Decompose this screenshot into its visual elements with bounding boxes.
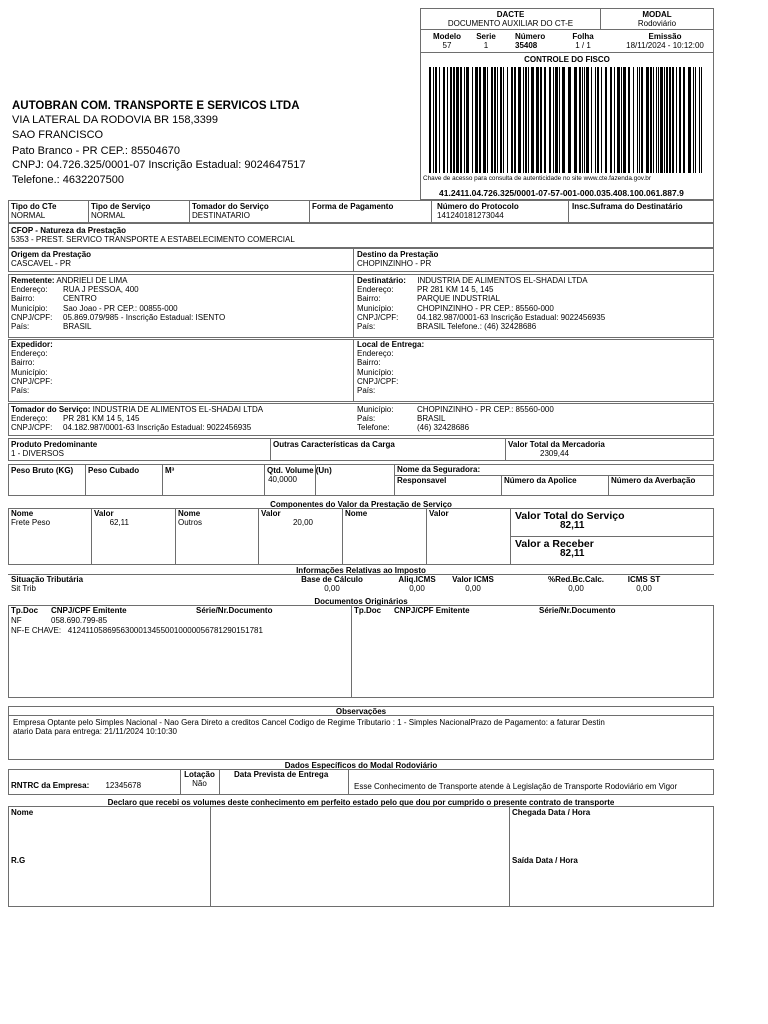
barcode-bar bbox=[460, 67, 462, 173]
valor-receber-label: Valor a Receber bbox=[515, 538, 594, 550]
remetente-bairro: CENTRO bbox=[63, 294, 97, 304]
dacte-subtitle: DOCUMENTO AUXILIAR DO CT-E bbox=[447, 19, 574, 29]
barcode-bar bbox=[518, 67, 521, 173]
barcode-bar bbox=[584, 67, 585, 173]
tomador-cnpj: 04.182.987/0001-63 Inscrição Estadual: 9022456935 bbox=[63, 423, 252, 433]
aliq-icms-label: Aliq.ICMS bbox=[398, 575, 436, 584]
barcode-bar bbox=[597, 67, 599, 173]
barcode-bar bbox=[525, 67, 527, 173]
valor-mercadoria-label: Valor Total da Mercadoria bbox=[508, 440, 605, 449]
tomador-nome: INDUSTRIA DE ALIMENTOS EL-SHADAI LTDA bbox=[92, 405, 264, 414]
tomador-pais-label: País: bbox=[357, 414, 376, 424]
situacao-value: Sit Trib bbox=[11, 584, 36, 594]
doc-serie-label-1: Série/Nr.Documento bbox=[196, 606, 273, 615]
comp-item-2-valor: 20,00 bbox=[292, 518, 313, 527]
local-entrega-endereco-label: Endereço: bbox=[357, 349, 394, 359]
comp-item-2-nome: Outros bbox=[178, 518, 203, 527]
barcode-bar bbox=[695, 67, 696, 173]
modal-box bbox=[600, 8, 714, 30]
expedidor-municipio-label: Município: bbox=[11, 367, 48, 377]
destinatario-cnpj: 04.182.987/0001-63 Inscrição Estadual: 9022456935 bbox=[417, 312, 606, 322]
emitente-nome: AUTOBRAN COM. TRANSPORTE E SERVICOS LTDA bbox=[12, 100, 300, 112]
tomador-municipio: CHOPINZINHO - PR CEP.: 85560-000 bbox=[417, 405, 554, 414]
m3-label: M³ bbox=[165, 466, 175, 475]
remetente-municipio: Sao Joao - PR CEP.: 00855-000 bbox=[63, 303, 178, 313]
barcode-bar bbox=[669, 67, 671, 173]
barcode-bar bbox=[433, 67, 434, 173]
barcode-bar bbox=[623, 67, 626, 173]
imposto-title: Informações Relativas ao Imposto bbox=[296, 566, 426, 575]
rntrc-value: 12345678 bbox=[105, 781, 142, 790]
barcode-bar bbox=[610, 67, 612, 173]
destinatario-endereco-label: Endereço: bbox=[357, 285, 394, 295]
barcode-bar bbox=[699, 67, 700, 173]
barcode-bar bbox=[464, 67, 465, 173]
observacoes-linha2: atario Data para entrega: 21/11/2024 10:10:30 bbox=[13, 727, 177, 736]
modelo-value: 57 bbox=[442, 41, 452, 51]
barcode-bar bbox=[679, 67, 681, 173]
valor-total-servico-label: Valor Total do Serviço bbox=[515, 510, 625, 522]
barcode-bar bbox=[447, 67, 448, 173]
barcode-bar bbox=[639, 67, 640, 173]
aliq-icms-value: 0,00 bbox=[409, 584, 425, 594]
barcode-bar bbox=[683, 67, 685, 173]
valor-mercadoria-value: 2309,44 bbox=[540, 449, 569, 459]
forma-pagamento-label: Forma de Pagamento bbox=[312, 202, 394, 211]
barcode-bar bbox=[549, 67, 551, 173]
observacoes-linha1: Empresa Optante pelo Simples Nacional - Nao Gera Direto a creditos Cancel Codigo de Regime Tributario : 1 - Simples NacionalPrazo de Pagamento: a faturar Destin bbox=[13, 718, 605, 727]
barcode-bar bbox=[591, 67, 592, 173]
barcode-bar bbox=[503, 67, 504, 173]
barcode-bar bbox=[491, 67, 493, 173]
barcode-bar bbox=[676, 67, 677, 173]
barcode-bar bbox=[544, 67, 546, 173]
numero-value: 35408 bbox=[515, 41, 538, 51]
emitente-cnpj: CNPJ: 04.726.325/0001-07 Inscrição Estadual: 9024647517 bbox=[12, 159, 306, 171]
barcode-bar bbox=[650, 67, 652, 173]
emitente-telefone: Telefone.: 4632207500 bbox=[12, 174, 124, 186]
peso-bruto-label: Peso Bruto (KG) bbox=[11, 466, 74, 475]
barcode-bar bbox=[568, 67, 571, 173]
remetente-cnpj: 05.869.079/985 - Inscrição Estadual: ISENTO bbox=[63, 312, 226, 322]
destinatario-bairro-label: Bairro: bbox=[357, 294, 381, 304]
cfop-label: CFOP - Natureza da Prestação bbox=[11, 226, 127, 235]
barcode-bar bbox=[475, 67, 478, 173]
peso-cubado-label: Peso Cubado bbox=[88, 466, 140, 475]
produto-label: Produto Predominante bbox=[11, 440, 98, 449]
folha-label: Folha bbox=[572, 32, 594, 41]
numero-label: Número bbox=[515, 32, 546, 41]
emitente-cidade: Pato Branco - PR CEP.: 85504670 bbox=[12, 145, 180, 157]
emitente-box bbox=[8, 8, 420, 200]
destinatario-block bbox=[357, 276, 605, 331]
tomador-servico-label: Tomador do Serviço: bbox=[11, 405, 91, 414]
expedidor-bairro-label: Bairro: bbox=[11, 358, 35, 368]
observacoes-box bbox=[8, 715, 714, 760]
barcode-bar bbox=[514, 67, 516, 173]
documentos-title: Documentos Originários bbox=[314, 597, 408, 606]
barcode-bar bbox=[579, 67, 581, 173]
comp-nome-label-2: Nome bbox=[178, 509, 201, 518]
expedidor-cnpj-label: CNPJ/CPF: bbox=[11, 376, 53, 386]
situacao-label: Situação Tributária bbox=[11, 575, 84, 584]
cfop-box bbox=[8, 223, 714, 248]
barcode-bar bbox=[637, 67, 638, 173]
comp-valor-label-3: Valor bbox=[429, 509, 449, 518]
origem-value: CASCAVEL - PR bbox=[11, 259, 72, 269]
barcode-bar bbox=[582, 67, 583, 173]
remetente-label: Remetente: bbox=[11, 276, 55, 285]
doc-cnpj-label-1: CNPJ/CPF Emitente bbox=[51, 606, 127, 615]
barcode-bar bbox=[466, 67, 469, 173]
barcode-bar bbox=[646, 67, 649, 173]
emitente-bairro: SAO FRANCISCO bbox=[12, 129, 104, 141]
data-prevista-label: Data Prevista de Entrega bbox=[234, 770, 329, 779]
valor-receber-value: 82,11 bbox=[560, 548, 585, 559]
icms-st-label: ICMS ST bbox=[627, 575, 661, 584]
barcode-bar bbox=[688, 67, 691, 173]
barcode-bar bbox=[605, 67, 607, 173]
doc-linha2: NF-E CHAVE: 41241105869563000134550010000056781290151781 bbox=[11, 626, 263, 635]
tomador-block-right bbox=[357, 405, 554, 433]
doc-tpdoc-label-2: Tp.Doc bbox=[354, 606, 382, 615]
chave-info: Chave de acesso para consulta de autenticidade no site www.cte.fazenda.gov.br bbox=[423, 175, 651, 182]
responsavel-label: Responsavel bbox=[397, 476, 447, 485]
barcode-bar bbox=[660, 67, 663, 173]
icms-st-value: 0,00 bbox=[636, 584, 652, 594]
tipo-servico-label: Tipo de Serviço bbox=[91, 202, 151, 211]
doc-tpdoc-label-1: Tp.Doc bbox=[11, 606, 39, 615]
suframa-label: Insc.Suframa do Destinatário bbox=[572, 202, 683, 211]
destinatario-label: Destinatário: bbox=[357, 276, 406, 285]
remetente-block bbox=[11, 276, 225, 331]
lotacao-label: Lotação bbox=[184, 770, 215, 779]
valor-total-servico-value: 82,11 bbox=[560, 520, 585, 531]
barcode-bar bbox=[672, 67, 674, 173]
barcode-bar bbox=[633, 67, 634, 173]
barcode-bar bbox=[658, 67, 659, 173]
barcode-bar bbox=[656, 67, 657, 173]
red-bc-label: %Red.Bc.Calc. bbox=[547, 575, 605, 584]
comp-nome-label-1: Nome bbox=[11, 509, 34, 518]
barcode-bar bbox=[601, 67, 602, 173]
barcode-bar bbox=[559, 67, 560, 173]
local-entrega-bairro-label: Bairro: bbox=[357, 358, 381, 368]
doc-linha1-tipo: NF bbox=[11, 616, 22, 625]
barcode-bar bbox=[439, 67, 440, 173]
barcode-bar bbox=[497, 67, 498, 173]
emitente-endereco: VIA LATERAL DA RODOVIA BR 158,3399 bbox=[12, 114, 219, 126]
barcode bbox=[429, 67, 705, 173]
comp-item-1-valor: 62,11 bbox=[109, 518, 129, 527]
barcode-bar bbox=[528, 67, 529, 173]
expedidor-pais-label: País: bbox=[11, 385, 30, 395]
barcode-bar bbox=[540, 67, 542, 173]
barcode-bar bbox=[429, 67, 431, 173]
valor-icms-label: Valor ICMS bbox=[452, 575, 494, 584]
emissao-value: 18/11/2024 - 10:12:00 bbox=[626, 41, 704, 51]
outras-caracteristicas-label: Outras Características da Carga bbox=[273, 440, 395, 449]
barcode-bar bbox=[693, 67, 694, 173]
destino-label: Destino da Prestação bbox=[357, 250, 439, 259]
destino-value: CHOPINZINHO - PR bbox=[357, 259, 432, 269]
remetente-municipio-label: Município: bbox=[11, 303, 48, 313]
dacte-title: DACTE bbox=[496, 10, 525, 19]
tipo-cte-label: Tipo do CTe bbox=[11, 202, 57, 211]
barcode-bar bbox=[621, 67, 622, 173]
barcode-bar bbox=[511, 67, 513, 173]
dacte-title-box bbox=[420, 8, 601, 30]
barcode-bar bbox=[443, 67, 445, 173]
barcode-bar bbox=[595, 67, 596, 173]
barcode-bar bbox=[614, 67, 615, 173]
expedidor-block bbox=[11, 340, 53, 395]
local-entrega-block bbox=[357, 340, 424, 395]
tomador-endereco: PR 281 KM 14 5, 145 bbox=[63, 414, 140, 424]
tomador-label: Tomador do Serviço bbox=[192, 202, 269, 211]
valor-icms-value: 0,00 bbox=[465, 584, 481, 594]
modal-label: MODAL bbox=[642, 10, 672, 19]
tomador-block bbox=[11, 405, 263, 433]
barcode-bar bbox=[450, 67, 452, 173]
barcode-bar bbox=[507, 67, 508, 173]
red-bc-value: 0,00 bbox=[568, 584, 584, 594]
protocolo-label: Número do Protocolo bbox=[437, 202, 519, 211]
barcode-bar bbox=[487, 67, 488, 173]
lotacao-value: Não bbox=[192, 779, 207, 789]
destinatario-endereco: PR 281 KM 14 5, 145 bbox=[417, 285, 494, 295]
modelo-label: Modelo bbox=[433, 32, 461, 41]
modelo-box bbox=[420, 29, 714, 53]
doc-cnpj-label-2: CNPJ/CPF Emitente bbox=[394, 606, 470, 615]
remetente-endereco: RUA J PESSOA, 400 bbox=[63, 285, 139, 295]
chegada-label: Chegada Data / Hora bbox=[512, 808, 591, 817]
barcode-bar bbox=[641, 67, 643, 173]
emissao-label: Emissão bbox=[648, 32, 682, 41]
destinatario-cnpj-label: CNPJ/CPF: bbox=[357, 312, 399, 322]
controle-fisco-box bbox=[420, 52, 714, 200]
produto-value: 1 - DIVERSOS bbox=[11, 449, 64, 459]
base-calculo-label: Base de Cálculo bbox=[301, 575, 363, 584]
modal-rodoviario-title: Dados Específicos do Modal Rodoviário bbox=[284, 761, 438, 770]
comp-item-1-nome: Frete Peso bbox=[11, 518, 51, 527]
barcode-bar bbox=[531, 67, 534, 173]
barcode-bar bbox=[664, 67, 665, 173]
tomador-telefone: (46) 32428686 bbox=[417, 423, 470, 433]
qtd-volume-value: 40,0000 bbox=[268, 475, 297, 485]
serie-label: Serie bbox=[476, 32, 496, 41]
expedidor-endereco-label: Endereço: bbox=[11, 349, 48, 359]
tomador-cnpj-label: CNPJ/CPF: bbox=[11, 423, 53, 433]
expedidor-label: Expedidor: bbox=[11, 340, 53, 349]
local-entrega-label: Local de Entrega: bbox=[357, 340, 425, 349]
averbacao-label: Número da Averbação bbox=[611, 476, 696, 485]
rntrc-label: RNTRC da Empresa: bbox=[11, 781, 90, 790]
barcode-bar bbox=[536, 67, 539, 173]
barcode-bar bbox=[562, 67, 565, 173]
local-entrega-pais-label: País: bbox=[357, 385, 376, 395]
cfop-value: 5353 - PREST. SERVICO TRANSPORTE A ESTABELECIMENTO COMERCIAL bbox=[11, 235, 295, 244]
qtd-volume-label: Qtd. Volume (Un) bbox=[267, 466, 332, 475]
protocolo-value: 141240181273044 bbox=[437, 211, 504, 221]
remetente-pais-label: País: bbox=[11, 321, 30, 331]
barcode-bar bbox=[617, 67, 620, 173]
doc-serie-label-2: Série/Nr.Documento bbox=[539, 606, 616, 615]
local-entrega-cnpj-label: CNPJ/CPF: bbox=[357, 376, 399, 386]
barcode-bar bbox=[500, 67, 502, 173]
destinatario-pais-label: País: bbox=[357, 321, 376, 331]
barcode-bar bbox=[456, 67, 459, 173]
barcode-bar bbox=[453, 67, 455, 173]
remetente-pais: BRASIL bbox=[63, 321, 92, 331]
barcode-bar bbox=[666, 67, 668, 173]
comp-nome-label-3: Nome bbox=[345, 509, 368, 518]
tomador-value: DESTINATARIO bbox=[192, 211, 250, 221]
barcode-bar bbox=[555, 67, 558, 173]
barcode-bar bbox=[701, 67, 702, 173]
barcode-bar bbox=[523, 67, 524, 173]
serie-value: 1 bbox=[483, 41, 489, 51]
remetente-nome: ANDRIELI DE LIMA bbox=[56, 276, 128, 285]
barcode-bar bbox=[483, 67, 486, 173]
destinatario-municipio-label: Município: bbox=[357, 303, 394, 313]
tomador-municipio-label: Município: bbox=[357, 405, 394, 414]
barcode-bar bbox=[653, 67, 654, 173]
remetente-endereco-label: Endereço: bbox=[11, 285, 48, 295]
barcode-bar bbox=[479, 67, 481, 173]
componentes-title: Componentes do Valor da Prestação de Serviço bbox=[270, 500, 452, 509]
tomador-endereco-label: Endereço: bbox=[11, 414, 48, 424]
comp-valor-label-1: Valor bbox=[94, 509, 114, 518]
recibo-nome-label: Nome bbox=[11, 808, 34, 817]
barcode-bar bbox=[553, 67, 554, 173]
tipo-cte-value: NORMAL bbox=[11, 211, 46, 221]
recibo-box bbox=[8, 806, 714, 907]
barcode-bar bbox=[628, 67, 630, 173]
barcode-bar bbox=[435, 67, 437, 173]
documentos-box bbox=[8, 605, 714, 698]
origem-label: Origem da Prestação bbox=[11, 250, 92, 259]
destinatario-bairro: PARQUE INDUSTRIAL bbox=[417, 294, 500, 304]
tomador-pais: BRASIL bbox=[417, 414, 446, 424]
barcode-bar bbox=[586, 67, 589, 173]
barcode-bar bbox=[494, 67, 496, 173]
chave-acesso: 41.2411.04.726.325/0001-07-57-001-000.035.408.100.061.887.9 bbox=[439, 188, 684, 198]
apolice-label: Número da Apolice bbox=[504, 476, 577, 485]
recibo-rg-label: R.G bbox=[11, 856, 26, 865]
controle-fisco-label: CONTROLE DO FISCO bbox=[524, 55, 610, 64]
legislacao-text: Esse Conhecimento de Transporte atende à Legislação de Transporte Rodoviário em Vigor bbox=[354, 782, 678, 791]
recibo-title: Declaro que recebi os volumes deste conhecimento em perfeito estado pelo que dou por cumprido o presente contrato de transporte bbox=[107, 798, 615, 807]
doc-linha1-cnpj: 058.690.799-85 bbox=[51, 616, 108, 625]
comp-valor-label-2: Valor bbox=[261, 509, 281, 518]
local-entrega-municipio-label: Município: bbox=[357, 367, 394, 377]
remetente-cnpj-label: CNPJ/CPF: bbox=[11, 312, 53, 322]
tipo-servico-value: NORMAL bbox=[91, 211, 126, 221]
saida-label: Saída Data / Hora bbox=[512, 856, 578, 865]
modal-value: Rodoviário bbox=[637, 19, 677, 29]
seguradora-label: Nome da Seguradora: bbox=[397, 465, 481, 474]
folha-value: 1 / 1 bbox=[575, 41, 591, 51]
barcode-bar bbox=[472, 67, 473, 173]
remetente-bairro-label: Bairro: bbox=[11, 294, 35, 304]
observacoes-title: Observações bbox=[335, 707, 387, 716]
destinatario-pais: BRASIL Telefone.: (46) 32428686 bbox=[417, 321, 537, 331]
tomador-telefone-label: Telefone: bbox=[357, 423, 390, 433]
destinatario-municipio: CHOPINZINHO - PR CEP.: 85560-000 bbox=[417, 303, 554, 313]
destinatario-nome: INDUSTRIA DE ALIMENTOS EL-SHADAI LTDA bbox=[417, 276, 588, 285]
barcode-bar bbox=[574, 67, 577, 173]
base-calculo-value: 0,00 bbox=[324, 584, 340, 594]
